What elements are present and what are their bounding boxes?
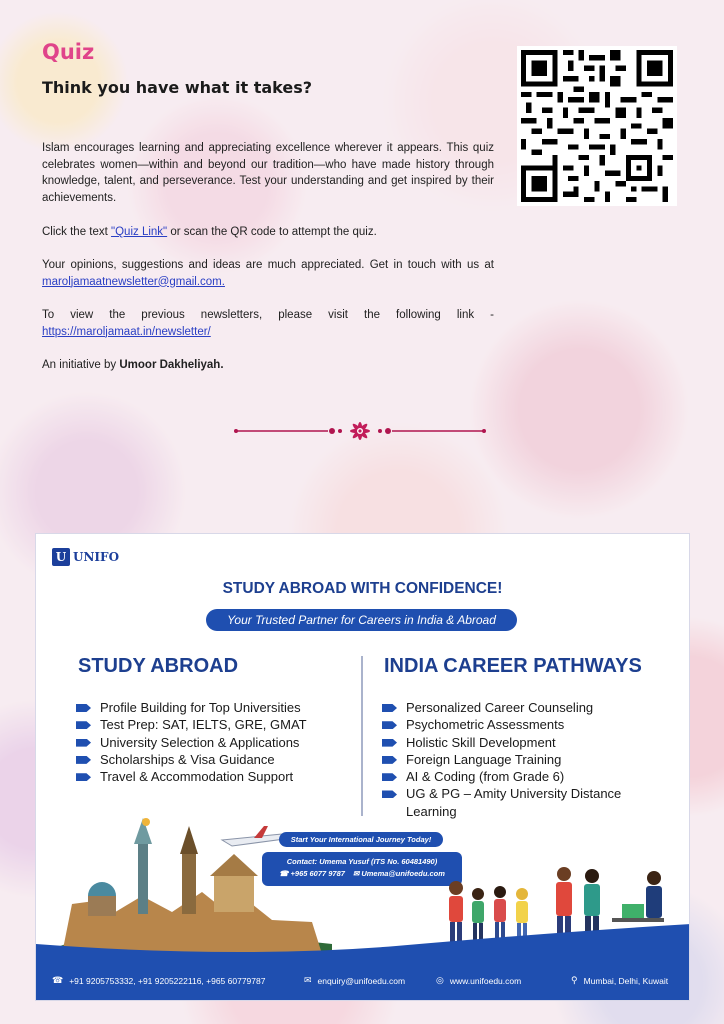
- contact-phone: +965 6077 9787: [290, 869, 345, 878]
- arrow-bullet-icon: [76, 721, 91, 729]
- click-suffix: or scan the QR code to attempt the quiz.: [167, 226, 377, 238]
- qr-code[interactable]: [517, 46, 677, 206]
- phone-icon: ☎: [279, 869, 289, 878]
- footer-phones: [52, 975, 265, 986]
- footer-locations: [571, 975, 668, 986]
- list-item-label: Travel & Accommodation Support: [100, 769, 294, 785]
- list-item: [76, 716, 356, 733]
- footer-wave: [36, 914, 690, 964]
- arrow-bullet-icon: [382, 704, 397, 712]
- qr-code-image: [521, 50, 673, 202]
- arrow-bullet-icon: [76, 739, 91, 747]
- arrow-bullet-icon: [76, 756, 91, 764]
- location-pin-icon: ⚲: [571, 975, 578, 985]
- contact-name: Contact: Umema Yusuf (ITS No. 60481490): [286, 857, 438, 866]
- page-subtitle: Think you have what it takes?: [42, 78, 313, 97]
- arrow-bullet-icon: [382, 739, 397, 747]
- ad-tagline: Your Trusted Partner for Careers in India & Abroad: [206, 609, 517, 631]
- feedback-paragraph: [42, 257, 494, 290]
- prev-text: To view the previous newsletters, please visit the following link -: [42, 309, 494, 321]
- phone-icon: ☎: [52, 975, 64, 985]
- arrow-bullet-icon: [76, 773, 91, 781]
- list-item-label: Profile Building for Top Universities: [100, 700, 301, 715]
- footer-website[interactable]: [436, 975, 521, 986]
- list-item: [76, 734, 356, 751]
- unifo-advertisement: [35, 533, 690, 1001]
- initiative-prefix: An initiative by: [42, 359, 120, 371]
- arrow-bullet-icon: [382, 756, 397, 764]
- list-item: [382, 716, 662, 733]
- click-prefix: Click the text: [42, 226, 112, 238]
- arrow-bullet-icon: [382, 790, 397, 798]
- footer-locations-text: Mumbai, Delhi, Kuwait: [583, 975, 669, 986]
- contact-phone-item: [279, 868, 345, 880]
- list-item-label: AI & Coding (from Grade 6): [406, 769, 565, 785]
- list-item-label: Psychometric Assessments: [406, 717, 565, 733]
- mail-icon: ✉: [304, 975, 312, 985]
- mail-icon: ✉: [352, 869, 360, 878]
- list-item: [382, 751, 662, 768]
- list-item-label: Scholarships & Visa Guidance: [100, 751, 275, 767]
- list-item-label: UG & PG – Amity University Distance Learning: [406, 786, 622, 819]
- list-item-label: Holistic Skill Development: [406, 734, 556, 750]
- globe-icon: ◎: [436, 975, 444, 985]
- list-item: [382, 785, 662, 820]
- initiative-name: Umoor Dakheliyah.: [119, 359, 224, 371]
- ad-heading: STUDY ABROAD WITH CONFIDENCE!: [222, 580, 503, 597]
- list-item: [76, 751, 356, 768]
- footer-phones-text: +91 9205753332, +91 9205222116, +965 60779787: [69, 975, 266, 986]
- list-item: [76, 699, 356, 716]
- list-item: [382, 699, 662, 716]
- quiz-link[interactable]: "Quiz Link": [111, 226, 168, 238]
- study-abroad-title: STUDY ABROAD: [78, 655, 239, 677]
- ad-footer: [36, 959, 690, 1001]
- arrow-bullet-icon: [382, 773, 397, 781]
- unifo-logo: [52, 548, 119, 566]
- list-item: [382, 768, 662, 785]
- footer-website-text: www.unifoedu.com: [449, 975, 522, 986]
- newsletter-link[interactable]: https://maroljamaat.in/newsletter/: [42, 325, 211, 338]
- list-item-label: Foreign Language Training: [406, 751, 562, 767]
- contact-email: Umema@unifoedu.com: [361, 869, 445, 878]
- column-divider: [361, 656, 363, 816]
- quiz-header: [42, 40, 502, 97]
- footer-email-text: enquiry@unifoedu.com: [317, 975, 406, 986]
- logo-text: UNIFO: [73, 550, 120, 564]
- ornamental-divider: [232, 418, 488, 444]
- journey-banner: Start Your International Journey Today!: [279, 832, 443, 847]
- study-abroad-list: [76, 699, 356, 785]
- arrow-bullet-icon: [382, 721, 397, 729]
- unifo-logo-icon: U: [52, 548, 70, 566]
- list-item-label: Test Prep: SAT, IELTS, GRE, GMAT: [100, 717, 307, 733]
- page-title: Quiz: [42, 40, 95, 64]
- initiative-line: [42, 357, 494, 374]
- list-item: [76, 768, 356, 785]
- arrow-bullet-icon: [76, 704, 91, 712]
- list-item-label: University Selection & Applications: [100, 734, 300, 750]
- opinions-text: Your opinions, suggestions and ideas are much appreciated. Get in touch with us at: [42, 259, 494, 271]
- list-item-label: Personalized Career Counseling: [406, 700, 594, 715]
- email-link[interactable]: maroljamaatnewsletter@gmail.com.: [42, 275, 225, 288]
- list-item: [382, 734, 662, 751]
- intro-paragraph: Islam encourages learning and appreciating excellence wherever it appears. This quiz celebrates women—within and beyond our tradition—who have made history through knowledge, talent, and perseverance. Test your understanding and get inspired by their achievements.: [42, 142, 494, 204]
- footer-email[interactable]: [304, 975, 405, 986]
- quiz-instruction: [42, 224, 494, 241]
- career-pathways-list: [382, 699, 662, 820]
- career-pathways-title: INDIA CAREER PATHWAYS: [384, 655, 642, 677]
- previous-newsletters: [42, 307, 494, 340]
